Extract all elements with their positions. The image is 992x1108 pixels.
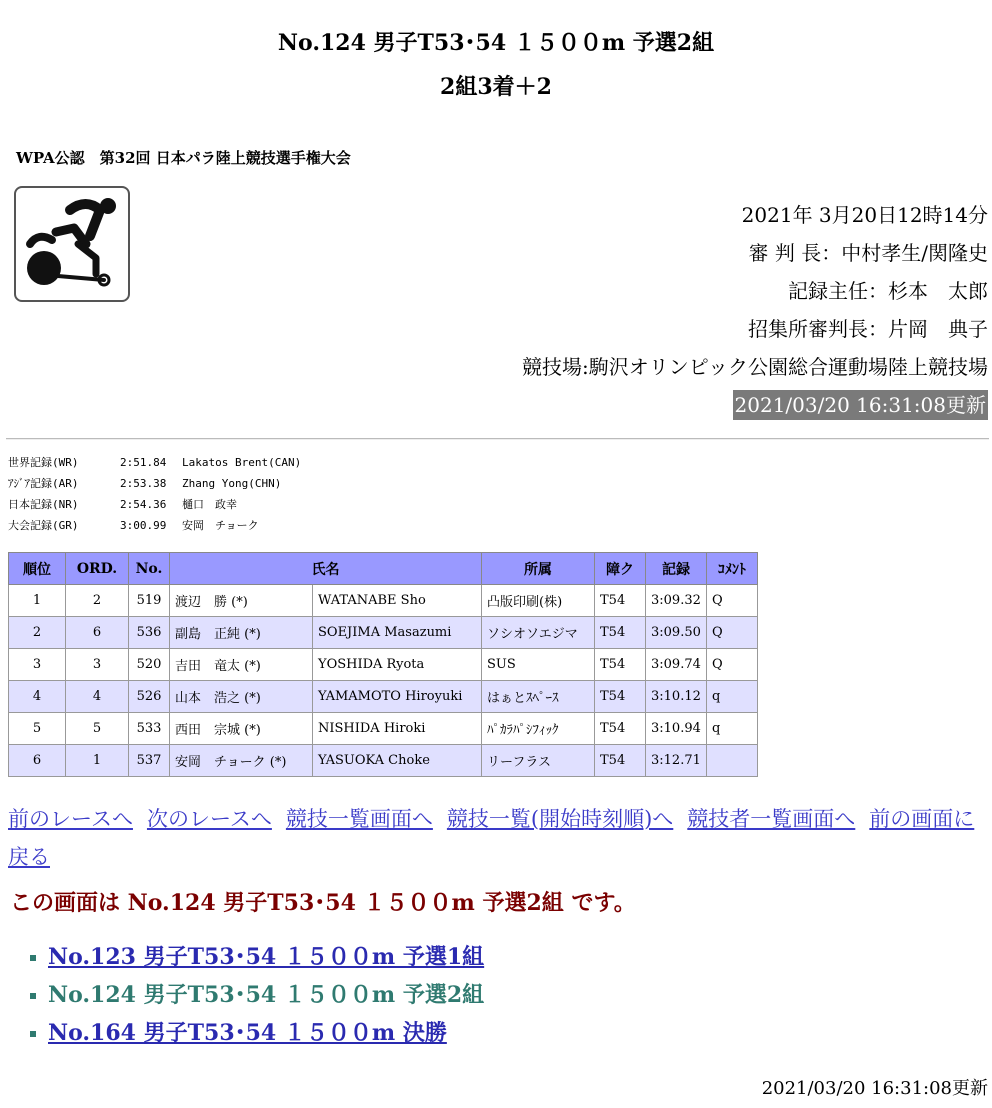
- updated-timestamp: 2021/03/20 16:31:08更新: [733, 390, 988, 420]
- back-link[interactable]: 前の画面に戻る: [8, 807, 975, 869]
- recorder-info: 記録主任：杉本 太郎: [788, 279, 988, 303]
- list-item: [30, 976, 484, 1014]
- wheelchair-racer-icon: [14, 186, 130, 302]
- bullet-icon: [30, 1031, 36, 1037]
- athlete-list-link[interactable]: 競技者一覧画面へ: [687, 807, 856, 831]
- col-class: 障ク: [595, 553, 646, 585]
- col-number: No.: [129, 553, 170, 585]
- nav-links: [8, 800, 988, 876]
- page-subtitle: 2組3着＋2: [440, 74, 552, 100]
- call-room-info: 招集所審判長：片岡 典子: [748, 317, 988, 341]
- list-item: [30, 1014, 484, 1052]
- col-name: 氏名: [170, 553, 482, 585]
- current-race-label: No.124 男子T53･54 １５００m 予選2組: [48, 982, 485, 1008]
- bullet-icon: [30, 955, 36, 961]
- table-row: 4 4 526 山本 浩之 (*) YAMAMOTO Hiroyuki はぁとｽﾍﾟｰｽ T54 3:10.12 q: [9, 681, 758, 713]
- col-order: ORD.: [66, 553, 129, 585]
- table-row: 1 2 519 渡辺 勝 (*) WATANABE Sho 凸版印刷(株) T54 3:09.32 Q: [9, 585, 758, 617]
- col-time: 記録: [646, 553, 707, 585]
- col-comment: ｺﾒﾝﾄ: [707, 553, 758, 585]
- divider: [6, 438, 989, 440]
- race-link-164[interactable]: No.164 男子T53･54 １５００m 決勝: [48, 1020, 447, 1046]
- meet-datetime: 2021年 3月20日12時14分: [741, 203, 988, 227]
- col-team: 所属: [482, 553, 595, 585]
- col-rank: 順位: [9, 553, 66, 585]
- table-row: 2 6 536 副島 正純 (*) SOEJIMA Masazumi ソシオソエジマ T54 3:09.50 Q: [9, 617, 758, 649]
- meet-info: [522, 196, 988, 424]
- next-race-link[interactable]: 次のレースへ: [146, 807, 272, 831]
- page-title: No.124 男子T53･54 １５００m 予選2組: [277, 30, 715, 56]
- record-row: ｱｼﾞｱ記録(AR) 2:53.38 Zhang Yong(CHN): [8, 477, 282, 490]
- referee-info: 審 判 長：中村孝生/関隆史: [748, 241, 988, 265]
- prev-race-link[interactable]: 前のレースへ: [8, 807, 133, 831]
- bullet-icon: [30, 993, 36, 999]
- current-screen-notice: この画面は No.124 男子T53･54 １５００m 予選2組 です。: [10, 890, 636, 916]
- race-link-123[interactable]: No.123 男子T53･54 １５００m 予選1組: [48, 944, 485, 970]
- record-row: 日本記録(NR) 2:54.36 樋口 政幸: [8, 498, 237, 511]
- table-row: 6 1 537 安岡 チョーク (*) YASUOKA Choke リーフラス T54 3:12.71: [9, 745, 758, 777]
- footer-updated: 2021/03/20 16:31:08更新: [761, 1078, 988, 1099]
- record-row: 世界記録(WR) 2:51.84 Lakatos Brent(CAN): [8, 456, 302, 469]
- venue-info: 競技場:駒沢オリンピック公園総合運動場陸上競技場: [522, 355, 988, 379]
- event-list-time-link[interactable]: 競技一覧(開始時刻順)へ: [446, 807, 674, 831]
- event-list-link[interactable]: 競技一覧画面へ: [285, 807, 433, 831]
- records-list: [8, 452, 301, 536]
- meet-name: WPA公認 第32回 日本パラ陸上競技選手権大会: [16, 149, 351, 167]
- race-list: [30, 938, 484, 1052]
- table-row: 3 3 520 吉田 竜太 (*) YOSHIDA Ryota SUS T54 3:09.74 Q: [9, 649, 758, 681]
- record-row: 大会記録(GR) 3:00.99 安岡 チョーク: [8, 519, 259, 532]
- results-table: [8, 552, 758, 777]
- table-row: 5 5 533 西田 宗城 (*) NISHIDA Hiroki ﾊﾟｶﾗﾊﾟｼﾌｨｯｸ T54 3:10.94 q: [9, 713, 758, 745]
- list-item: [30, 938, 484, 976]
